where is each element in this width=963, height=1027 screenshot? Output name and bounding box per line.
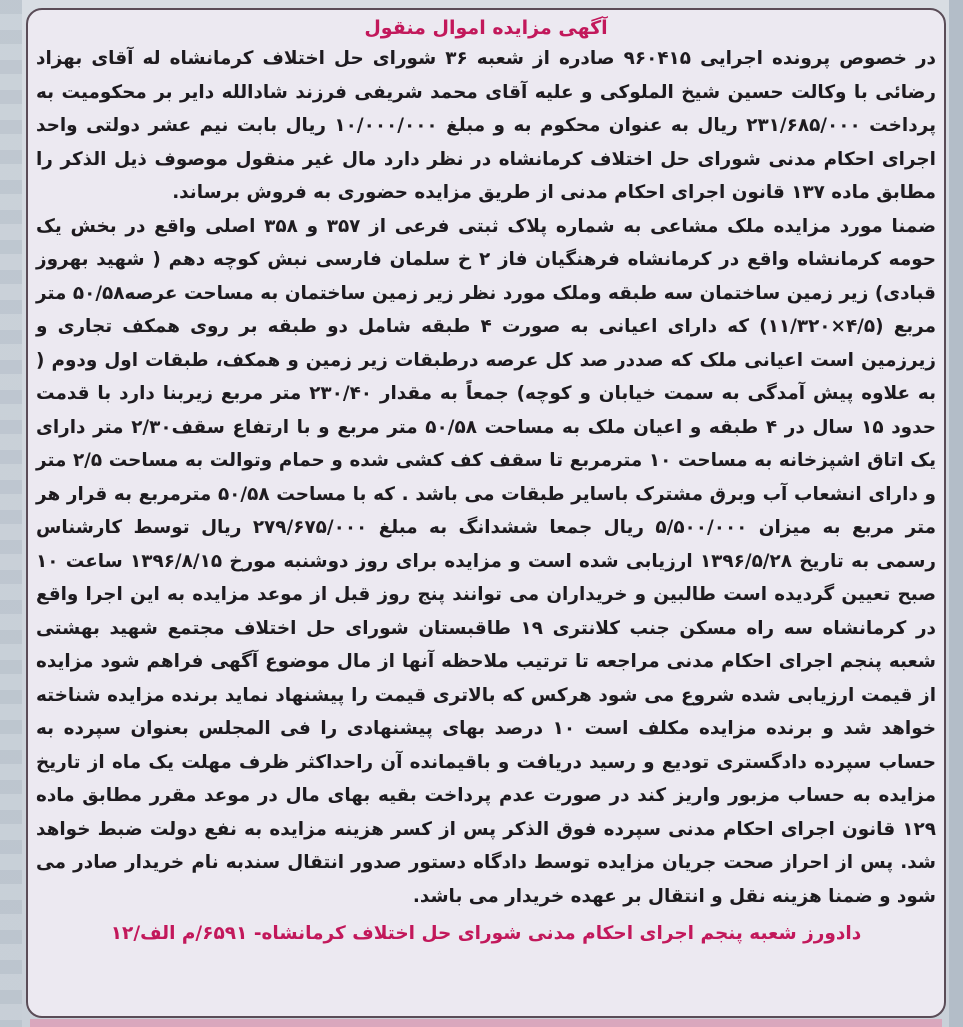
bottom-decorative-strip <box>30 1019 942 1027</box>
auction-notice-box <box>26 8 946 1018</box>
notice-signature: دادورز شعبه پنجم اجرای احکام مدنی شورای حل اختلاف کرمانشاه- ۶۵۹۱/م الف/۱۲ <box>110 923 862 944</box>
notice-paragraph-1: در خصوص پرونده اجرایی ۹۶۰۴۱۵ صادره از شعبه ۳۶ شورای حل اختلاف کرمانشاه له آقای بهزاد رضائی با وکالت حسین شیخ الملوکی و علیه آقای محمد شریفی فرزند شادالله دایر بر محکومیت به پرداخت ۲۳۱/۶۸۵/۰۰۰ ریال به عنوان محکوم به و مبلغ ۱۰/۰۰۰/۰۰۰ ریال بابت نیم عشر دولتی واحد اجرای احکام مدنی شورای حل اختلاف کرمانشاه در نظر دارد مال غیر منقول موصوف ذیل الذکر را مطابق ماده ۱۳۷ قانون اجرای احکام مدنی از طریق مزایده حضوری به فروش برساند. <box>36 48 936 203</box>
notice-title: آگهی مزایده اموال منقول <box>364 17 608 39</box>
notice-paragraph-2: ضمنا مورد مزایده ملک مشاعی به شماره پلاک ثبتی فرعی از ۳۵۷ و ۳۵۸ اصلی واقع در بخش یک حومه کرمانشاه واقع در کرمانشاه فرهنگیان فاز ۲ خ سلمان فارسی نبش کوچه دهم ( شهید بهروز قبادی) زیر زمین ساختمان سه طبقه وملک مورد نظر زیر زمین ساختمان به مساحت عرصه۵۰/۵۸ متر مربع (۴/۵×۱۱/۳۲۰) که دارای اعیانی به صورت ۴ طبقه شامل دو طبقه بر روی همکف تجاری و زیرزمین است اعیانی ملک که صددر صد کل عرصه درطبقات زیر زمین و همکف، طبقات اول ودوم ( به علاوه پیش آمدگی به سمت خیابان و کوچه) جمعاً به مقدار ۲۳۰/۴۰ متر مربع زیربنا دارد با قدمت حدود ۱۵ سال در ۴ طبقه و اعیان ملک به مساحت ۵۰/۵۸ متر مربع و با ارتفاع سقف۲/۳۰ متر دارای یک اتاق اشپزخانه به مساحت ۱۰ مترمربع تا سقف کف کشی شده و حمام وتوالت به مساحت ۲/۵ متر و دارای انشعاب آب وبرق مشترک باسایر طبقات می باشد . که با مساحت ۵۰/۵۸ مترمربع به قرار هر متر مربع به میزان ۵/۵۰۰/۰۰۰ ریال جمعا ششدانگ به مبلغ ۲۷۹/۶۷۵/۰۰۰ ریال توسط کارشناس رسمی به تاریخ ۱۳۹۶/۵/۲۸ ارزیابی شده است و مزایده برای روز دوشنبه مورخ ۱۳۹۶/۸/۱۵ ساعت ۱۰ صبح تعیین گردیده است طالبین و خریداران می توانند پنج روز قبل از موعد مزایده به این اجرا واقع در کرمانشاه سه راه مسکن جنب کلانتری ۱۹ طاقبستان شورای حل اختلاف مجتمع شهید بهشتی شعبه پنجم اجرای احکام مدنی مراجعه تا ترتیب ملاحظه آنها از مال موضوع آگهی فراهم شود مزایده از قیمت ارزیابی شده شروع می شود هرکس که بالاتری قیمت را پیشنهاد نماید برنده مزایده شناخته خواهد شد و برنده مزایده مکلف است ۱۰ درصد بهای پیشنهادی را فی المجلس بعنوان سپرده به حساب سپرده دادگستری تودیع و رسید دریافت و باقیمانده آن راحداکثر ظرف مهلت یک ماه از تاریخ مزایده به حساب مزبور واریز کند در صورت عدم پرداخت بقیه بهای مال در موعد مقرر مطابق ماده ۱۲۹ قانون اجرای احکام مدنی سپرده فوق الذکر پس از کسر هزینه مزایده به نفع دولت ضبط خواهد شد. پس از احراز صحت جریان مزایده توسط دادگاه دستور صدور انتقال سندبه نام خریدار صادر می شود و ضمنا هزینه نقل و انتقال بر عهده خریدار می باشد. <box>36 215 937 907</box>
left-margin-strip <box>0 0 22 1027</box>
notice-body <box>36 42 936 913</box>
right-margin-strip <box>949 0 963 1027</box>
